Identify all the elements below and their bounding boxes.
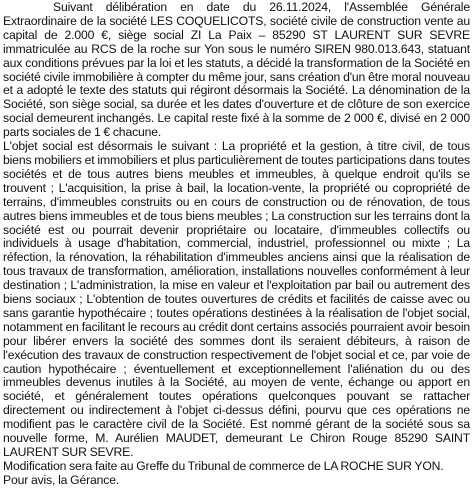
notice-paragraph-transformation: Suivant délibération en date du 26.11.2024, l'Assemblée Générale Extraordinaire de la société LES COQUELICOTS, société civile de construction vente au capital de 2.000 €, siège social ZI La Paix – 85290 ST LAURENT SUR SEVRE immatriculée au RCS de la roche sur Yon sous le numéro SIREN 980.013.643, statuant aux conditions prévues par la loi et les statuts, a décidé la transformation de la Société en société civile immobilière à compter du même jour, sans création d'un être moral nouveau et a adopté le texte des statuts qui régiront désormais la Société. La dénomination de la Société, son siège social, sa durée et les dates d'ouverture et de clôture de son exercice social demeurent inchangés. Le capital reste fixé à la somme de 2 000 €, divisé en 2 000 parts sociales de 1 € chacune. — [3, 0, 470, 140]
notice-paragraph-closing: Modification sera faite au Greffe du Tribunal de commerce de LA ROCHE SUR YON. Pour avis, la Gérance. — [3, 458, 444, 487]
notice-paragraph-social-object: L'objet social est désormais le suivant : La propriété et la gestion, à titre civil, de tous biens mobiliers et immobiliers et plus particulièrement de toutes participations dans toutes sociétés et de tous autres biens meubles et immeubles, à quelque endroit qu'ils se trouvent ; L'acquisition, la prise à bail, la location-vente, la propriété ou copropriété de terrains, d'immeubles construits ou en cours de construction ou de rénovation, de tous autres biens immeubles et de tous biens meubles ; La construction sur les terrains dont la société est ou pourrait devenir propriétaire ou locataire, d'immeubles collectifs ou individuels à usage d'habitation, commercial, industriel, professionnel ou mixte ; La réfection, la rénovation, la réhabilitation d'immeubles anciens ainsi que la réalisation de tous travaux de transformation, amélioration, installations nouvelles conformément à leur destination ; L'administration, la mise en valeur et l'exploitation par bail ou autrement des biens sociaux ; L'obtention de toutes ouvertures de crédits et facilités de caisse avec ou sans garantie hypothécaire ; toutes opérations destinées à la réalisation de l'objet social, notamment en facilitant le recours au crédit dont certains associés pourraient avoir besoin pour libérer envers la société des sommes dont ils seraient débiteurs, à raison de l'exécution des travaux de construction respectivement de l'objet social et ce, par voie de caution hypothécaire ; éventuellement et exceptionnellement l'aliénation du ou des immeubles devenus inutiles à la Société, au moyen de vente, échange ou apport en société, et généralement toutes opérations quelconques pouvant se rattacher directement ou indirectement à l'objet ci-dessus défini, pourvu que ces opérations ne modifient pas le caractère civil de la Société. Est nommé gérant de la société sous sa nouvelle forme, M. Aurélien MAUDET, demeurant Le Chiron Rouge 85290 SAINT LAURENT SUR SEVRE. — [3, 139, 470, 459]
